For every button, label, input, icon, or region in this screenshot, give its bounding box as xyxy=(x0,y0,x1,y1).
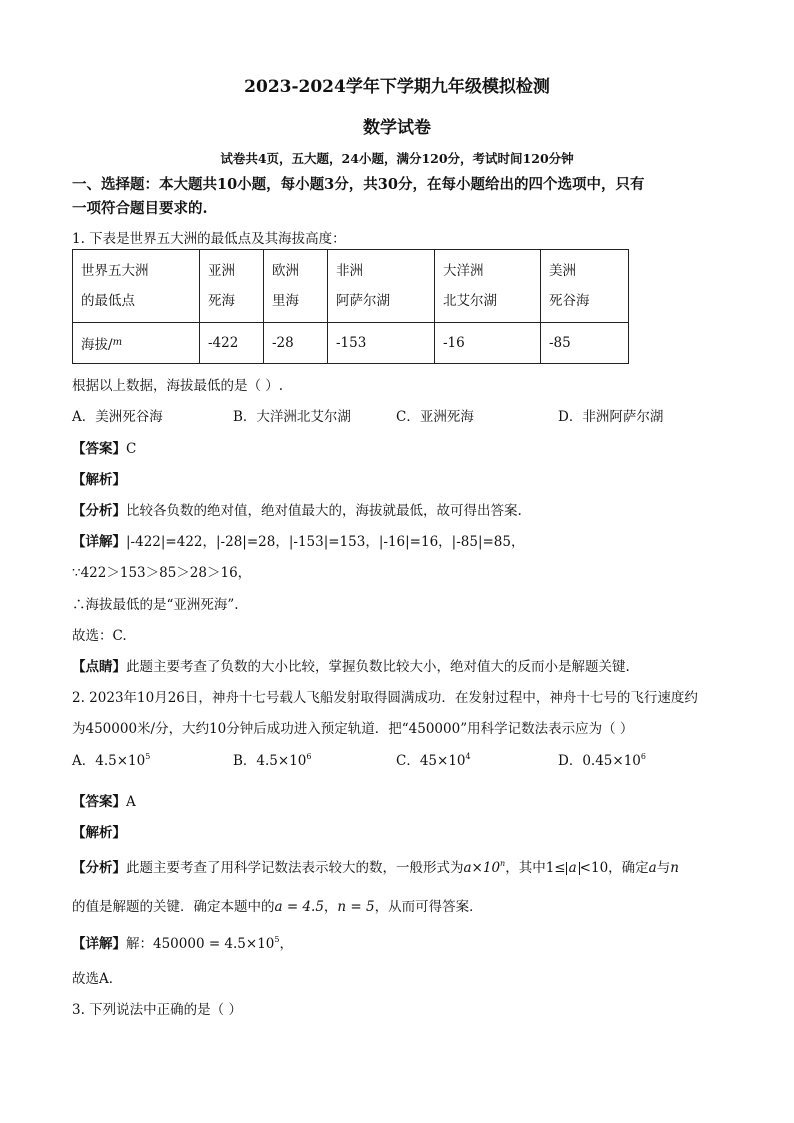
q2-fenxi-line2: 的值是解题的关键．确定本题中的a = 4.5，n = 5，从而可得答案． xyxy=(72,899,483,915)
table-cell-continent xyxy=(264,250,328,323)
table-header-row xyxy=(73,250,629,323)
answer-line xyxy=(72,437,136,457)
because-line: ∵422＞153＞85＞28＞16， xyxy=(72,565,252,581)
answer-label: 【答案】 xyxy=(72,441,126,457)
xiangjie-text: |-422|=422，|-28|=28，|-153|=153，|-16|=16，|-85|=85， xyxy=(126,534,525,550)
question-2-stem-line2: 为450000米/分，大约10分钟后成功进入预定轨道．把“450000”用科学记数法表示应为（ ） xyxy=(72,721,634,737)
table-cell-continent xyxy=(200,250,264,323)
question-1-prompt: 根据以上数据，海拔最低的是（ ）. xyxy=(72,378,284,394)
table-cell-continent xyxy=(541,250,629,323)
continent-name: 欧洲 xyxy=(272,263,299,279)
exam-info: 试卷共4页，五大题，24小题，满分120分，考试时间120分钟 xyxy=(220,151,574,166)
dianjing-line xyxy=(72,655,630,675)
option-d: D．非洲阿萨尔湖 xyxy=(558,409,664,425)
continent-name: 大洋洲 xyxy=(443,263,484,279)
q2-option-b: B．$4.5\times 10^6$ xyxy=(233,752,312,769)
table-row-label: 海拔/$^m$ xyxy=(73,323,200,364)
table-altitude-row xyxy=(73,323,629,364)
table-cell-continent xyxy=(328,250,435,323)
exam-title: 2023-2024学年下学期九年级模拟检测 xyxy=(244,77,550,97)
q2-analysis-label: 【解析】 xyxy=(72,825,126,841)
therefore-line: ∴海拔最低的是“亚洲死海”. xyxy=(72,597,239,613)
altitude-value: -16 xyxy=(435,323,541,364)
section-heading-line1: 一、选择题：本大题共10小题，每小题3分，共30分，在每小题给出的四个选项中，只有 xyxy=(72,176,645,193)
answer-value: A xyxy=(126,794,136,810)
choose-line: 故选：C. xyxy=(72,628,127,644)
table-header-label-2: 的最低点 xyxy=(81,293,135,309)
dianjing-label: 【点睛】 xyxy=(72,659,126,675)
altitude-value: -28 xyxy=(264,323,328,364)
option-a: A．美洲死谷海 xyxy=(72,409,163,425)
place-name: 死海 xyxy=(208,293,235,309)
continent-name: 美洲 xyxy=(549,263,576,279)
fenxi-line xyxy=(72,499,522,519)
fenxi-label: 【分析】 xyxy=(72,503,126,519)
place-name: 阿萨尔湖 xyxy=(336,293,390,309)
q2-option-c: C．$45\times 10^4$ xyxy=(396,752,471,769)
unit-m: m xyxy=(112,337,123,348)
question-1-stem: 1. 下表是世界五大洲的最低点及其海拔高度： xyxy=(72,231,346,247)
question-3-stem: 3. 下列说法中正确的是（ ） xyxy=(72,1002,242,1018)
option-b: B．大洋洲北艾尔湖 xyxy=(233,409,351,425)
continent-name: 亚洲 xyxy=(208,263,235,279)
xiangjie-label: 【详解】 xyxy=(72,936,126,952)
question-2-stem-line1: 2. 2023年10月26日，神舟十七号载人飞船发射取得圆满成功．在发射过程中，神舟十七号的飞行速度约 xyxy=(72,690,698,706)
altitude-value: -153 xyxy=(328,323,435,364)
option-c: C．亚洲死海 xyxy=(396,409,474,425)
place-name: 里海 xyxy=(272,293,299,309)
dianjing-text: 此题主要考查了负数的大小比较，掌握负数比较大小，绝对值大的反而小是解题关键. xyxy=(126,659,630,675)
section-heading-line2: 一项符合题目要求的. xyxy=(72,200,208,217)
xiangjie-label: 【详解】 xyxy=(72,534,126,550)
xiangjie-line xyxy=(72,530,525,550)
exam-subtitle: 数学试卷 xyxy=(363,118,431,138)
continent-name: 非洲 xyxy=(336,263,363,279)
place-name: 北艾尔湖 xyxy=(443,293,497,309)
table-cell-continent xyxy=(435,250,541,323)
analysis-label: 【解析】 xyxy=(72,472,126,488)
table-header-cell xyxy=(73,250,200,323)
q2-xiangjie-line: 【详解】解：$450000 = 4.5\times 10^5$， xyxy=(72,935,293,952)
q2-fenxi-line1: 【分析】此题主要考查了用科学记数法表示较大的数，一般形式为$a\times 10^n$，其中1≤ a <10，确定a与n xyxy=(72,859,679,876)
q2-option-a: A．$4.5\times 10^5$ xyxy=(72,752,151,769)
answer-label: 【答案】 xyxy=(72,794,126,810)
altitude-table xyxy=(72,249,629,364)
q2-choose-line: 故选A． xyxy=(72,971,123,987)
abs-value: a xyxy=(566,862,580,875)
fenxi-label: 【分析】 xyxy=(72,860,126,876)
altitude-value: -422 xyxy=(200,323,264,364)
altitude-value: -85 xyxy=(541,323,629,364)
place-name: 死谷海 xyxy=(549,293,590,309)
q2-option-d: D．$0.45\times 10^6$ xyxy=(558,752,646,769)
table-header-label-1: 世界五大洲 xyxy=(81,263,149,279)
q2-answer-line xyxy=(72,790,136,810)
formula-a-times-10: a×10 xyxy=(463,860,501,876)
fenxi-text: 比较各负数的绝对值，绝对值最大的，海拔就最低，故可得出答案. xyxy=(126,503,522,519)
answer-value: C xyxy=(126,441,137,457)
